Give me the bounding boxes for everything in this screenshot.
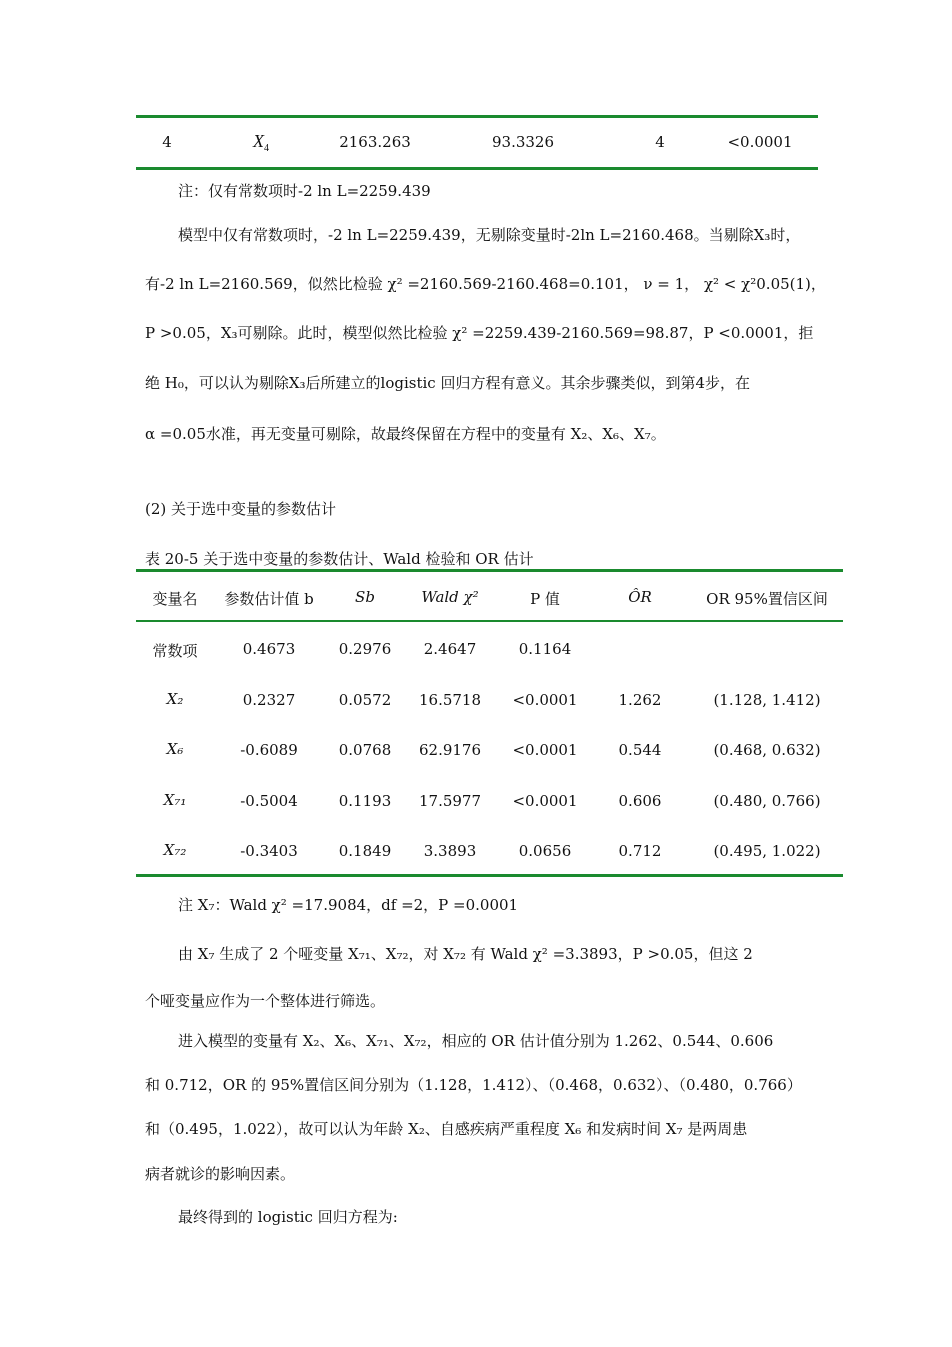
para1-line1: 模型中仅有常数项时，-2 ln L=2259.439，无剔除变量时-2ln L=2160.468。当剔除X₃时， xyxy=(178,226,801,244)
section-heading: (2) 关于选中变量的参数估计 xyxy=(145,500,337,518)
row-p: 0.1164 xyxy=(518,640,572,658)
header-var-name: 变量名 xyxy=(152,590,198,608)
main-table-header-rule xyxy=(136,620,843,622)
top-table-top-rule xyxy=(136,115,818,118)
top-row-df: 4 xyxy=(655,133,665,151)
para1-line4: 绝 H₀，可以认为剔除X₃后所建立的logistic 回归方程有意义。其余步骤类似，到第4步，在 xyxy=(145,374,751,392)
para2-line1: 由 X₇ 生成了 2 个哑变量 X₇₁、X₇₂，对 X₇₂ 有 Wald χ² =3.3893，P >0.05，但这 2 xyxy=(178,945,753,963)
top-row-m2lnL: 2163.263 xyxy=(339,133,411,151)
row-p: 0.0656 xyxy=(518,842,572,860)
row-b: -0.5004 xyxy=(240,792,298,810)
para4: 最终得到的 logistic 回归方程为: xyxy=(178,1208,398,1226)
row-sb: 0.0768 xyxy=(338,741,392,759)
top-row-p: <0.0001 xyxy=(727,133,793,151)
row-b: 0.2327 xyxy=(242,691,296,709)
note-constant-only: 注：仅有常数项时-2 ln L=2259.439 xyxy=(178,182,431,200)
row-wald: 2.4647 xyxy=(423,640,477,658)
row-name: X₆ xyxy=(166,740,184,758)
para3-line3: 和（0.495，1.022），故可以认为年龄 X₂、自感疾病严重程度 X₆ 和发病时间 X₇ 是两周患 xyxy=(145,1120,748,1138)
top-row-chi2: 93.3326 xyxy=(491,133,555,151)
header-or-ci: OR 95%置信区间 xyxy=(706,590,828,608)
note-x7-wald: 注 X₇：Wald χ² =17.9084，df =2，P =0.0001 xyxy=(178,896,519,914)
row-ci: (0.495, 1.022) xyxy=(713,842,821,860)
row-wald: 16.5718 xyxy=(418,691,482,709)
row-name: X₂ xyxy=(166,690,184,708)
top-row-var: $X_4$ xyxy=(253,131,269,154)
row-wald: 62.9176 xyxy=(418,741,482,759)
row-b: -0.3403 xyxy=(240,842,298,860)
row-b: -0.6089 xyxy=(240,741,298,759)
header-wald: Wald χ² xyxy=(421,588,479,606)
top-table-bottom-rule xyxy=(136,167,818,170)
para2-line2: 个哑变量应作为一个整体进行筛选。 xyxy=(145,992,386,1010)
row-wald: 3.3893 xyxy=(423,842,477,860)
row-name: 常数项 xyxy=(152,642,198,660)
row-or: 0.712 xyxy=(618,842,662,860)
row-sb: 0.2976 xyxy=(338,640,392,658)
row-or: 0.544 xyxy=(618,741,662,759)
row-name: X₇₁ xyxy=(163,791,187,809)
para3-line4: 病者就诊的影响因素。 xyxy=(145,1165,296,1183)
row-sb: 0.1849 xyxy=(338,842,392,860)
row-p: <0.0001 xyxy=(512,741,578,759)
main-table-top-rule xyxy=(136,569,843,572)
row-wald: 17.5977 xyxy=(418,792,482,810)
para1-line5: α =0.05水准，再无变量可剔除，故最终保留在方程中的变量有 X₂、X₆、X₇。 xyxy=(145,425,666,443)
row-sb: 0.1193 xyxy=(338,792,392,810)
row-p: <0.0001 xyxy=(512,792,578,810)
row-ci: (0.480, 0.766) xyxy=(713,792,821,810)
header-or: ÔR xyxy=(628,588,652,606)
row-b: 0.4673 xyxy=(242,640,296,658)
row-name: X₇₂ xyxy=(163,841,187,859)
row-ci: (0.468, 0.632) xyxy=(713,741,821,759)
row-or: 1.262 xyxy=(618,691,662,709)
row-or: 0.606 xyxy=(618,792,662,810)
row-p: <0.0001 xyxy=(512,691,578,709)
main-table-bottom-rule xyxy=(136,874,843,877)
row-sb: 0.0572 xyxy=(338,691,392,709)
header-sb: Sb xyxy=(355,588,375,606)
para1-line3: P >0.05，X₃可剔除。此时，模型似然比检验 χ² =2259.439-2160.569=98.87，P <0.0001，拒 xyxy=(145,324,814,342)
header-b: 参数估计值 b xyxy=(224,590,314,608)
para3-line1: 进入模型的变量有 X₂、X₆、X₇₁、X₇₂，相应的 OR 估计值分别为 1.262、0.544、0.606 xyxy=(178,1032,774,1050)
para3-line2: 和 0.712，OR 的 95%置信区间分别为（1.128，1.412）、（0.468，0.632）、（0.480，0.766） xyxy=(145,1076,802,1094)
top-row-step: 4 xyxy=(162,133,172,151)
para1-line2: 有-2 ln L=2160.569，似然比检验 χ² =2160.569-2160.468=0.101， ν = 1， χ² < χ²0.05(1)， xyxy=(145,275,826,293)
header-p: P 值 xyxy=(530,590,560,608)
row-ci: (1.128, 1.412) xyxy=(713,691,821,709)
table-caption: 表 20-5 关于选中变量的参数估计、Wald 检验和 OR 估计 xyxy=(145,550,534,568)
